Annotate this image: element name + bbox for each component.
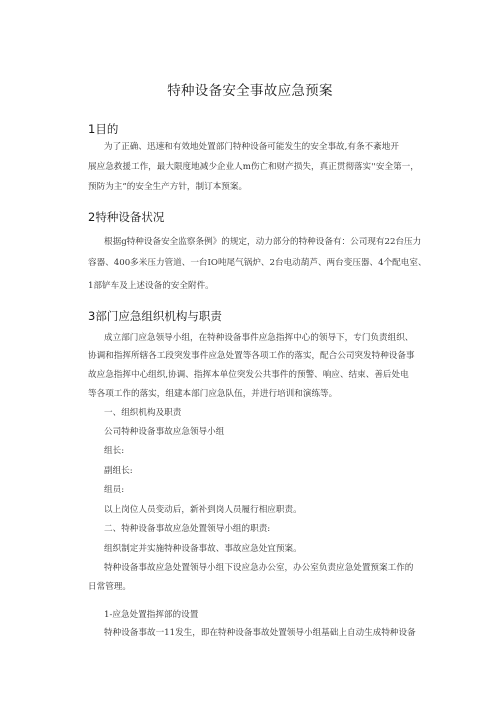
paragraph-line: 故应急指挥中心组织,协调、指挥本单位突发公共事件的预警、响应、结束、善后处电: [88, 370, 409, 380]
paragraph-line: 为了正确、迅速和有效地处置部门特种设备可能发生的安全事故,有条不紊地开: [104, 142, 399, 152]
paragraph-line: 特种设备事故一11发生，即在特种设备事故处置领导小组基础上自动生成特种设备: [104, 628, 416, 638]
paragraph-line: 公司特种设备事故应急领导小组: [104, 427, 225, 437]
paragraph-line: 1部铲车及上述设备的安全附件。: [88, 281, 214, 291]
paragraph-line: 展应急救援工作，最大限度地减少企业人m伤亡和财产损失，真正贯彻落实''安全第一，: [88, 162, 419, 172]
section-heading-equipment-status: 2特种设备状况: [88, 210, 165, 224]
role-label-leader: 组长:: [104, 446, 125, 456]
subsection-label: 二、特种设备事故应急处置领导小组的职责:: [104, 524, 271, 534]
paragraph-line: 预防为主”的安全生产方针，制订本预案。: [88, 182, 248, 192]
role-label-deputy-leader: 副组长:: [104, 466, 133, 476]
paragraph-line: 等各项工作的落实，组建本部门应急队伍，并进行培训和演练等。: [88, 389, 338, 399]
section-heading-purpose: 1目的: [88, 122, 119, 136]
paragraph-line: 特种设备事故应急处置领导小组下设应急办公室，办公室负责应急处置预案工作的: [104, 563, 414, 573]
paragraph-line: 根据g特种设备安全监察条例》的规定，动力部分的特种设备有：公司现有22台压力: [104, 237, 422, 247]
section-heading-organization: 3部门应急组织机构与职责: [88, 309, 222, 323]
paragraph-line: 协调和指挥所辖各工段突发事件应急处置等各项工作的落实，配合公司突发特种设备事: [88, 351, 415, 361]
paragraph-line: 以上岗位人员变动后，新补到岗人员履行相应职责。: [104, 505, 302, 515]
paragraph-line: 成立部门应急领导小组，在特种设备事件应急指挥中心的领导下，专门负责组织、: [104, 333, 414, 343]
subsection-label: 1-应急处置指挥部的设置: [104, 610, 199, 620]
role-label-member: 组员:: [104, 485, 125, 495]
paragraph-line: 日常管理。: [88, 582, 131, 592]
paragraph-line: 组织制定并实施特种设备事故、事故应急处宜预案。: [104, 544, 302, 554]
page-title: 特种设备安全事故应急预案: [167, 83, 333, 99]
paragraph-line: 容器、400多米压力管道、一台IO吨尾气锅炉、2台电动葫芦、两台变压器、4个配电室、: [88, 258, 427, 268]
subsection-label: 一、组织机构及职责: [104, 408, 182, 418]
